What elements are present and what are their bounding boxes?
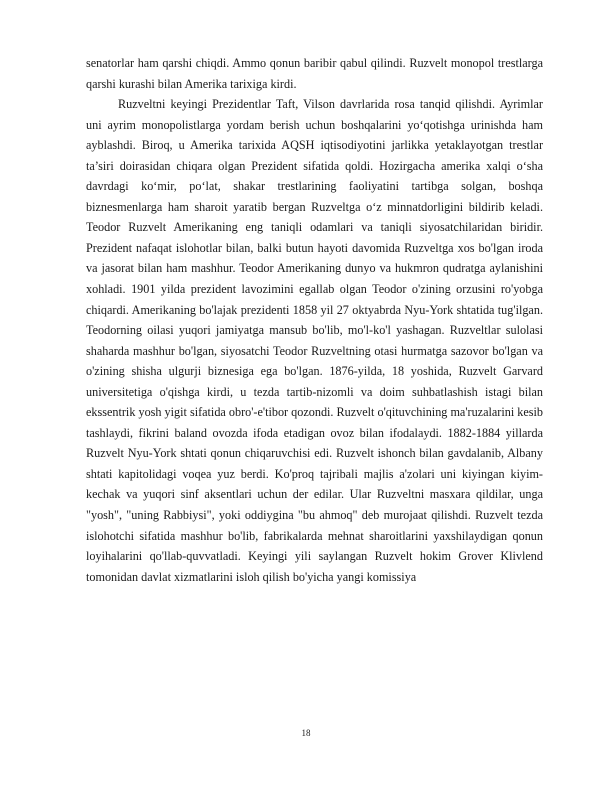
- page-number: 18: [301, 728, 311, 738]
- document-page: [86, 53, 543, 587]
- paragraph-continuation: senatorlar ham qarshi chiqdi. Ammo qonun baribir qabul qilindi. Ruzvelt monopol trestlarga qarshi kurashi bilan Amerika tarixiga kirdi.: [86, 56, 543, 91]
- paragraph-main: Ruzveltni keyingi Prezidentlar Taft, Vilson davrlarida rosa tanqid qilishdi. Ayrimlar uni ayrim monopolistlarga yordam berish uchun boshqalarini yo‘qotishga urinishda ham ayblashdi. Biroq, u Amerika tarixida AQSH iqtisodiyotini jarlikka yetaklayotgan trestlar ta’siri doirasidan chiqara olgan Prezident sifatida qoldi. Hozirgacha amerika xalqi o‘sha davrdagi ko‘mir, po‘lat, shakar trestlarining faoliyatini tartibga solgan, boshqa biznesmenlarga ham sharoit yaratib bergan Ruzveltga o‘z minnatdorligini bildirib keladi. Teodor Ruzvelt Amerikaning eng taniqli odamlari va taniqli siyosatchilaridan biridir. Prezident nafaqat islohotlar bilan, balki butun hayoti davomida Ruzveltga xos bo'lgan iroda va jasorat bilan ham mashhur. Teodor Amerikaning dunyo va hukmron qudratga aylanishini xohladi. 1901 yilda prezident lavozimini egallab olgan Teodor o'zining orzusini ro'yobga chiqardi. Amerikaning bo'lajak prezidenti 1858 yil 27 oktyabrda Nyu-York shtatida tug'ilgan. Teodorning oilasi yuqori jamiyatga mansub bo'lib, mo'l-ko'l yashagan. Ruzveltlar sulolasi shaharda mashhur bo'lgan, siyosatchi Teodor Ruzveltning otasi hurmatga sazovor bo'lgan va o'zining shisha ulgurji biznesiga ega bo'lgan. 1876-yilda, 18 yoshida, Ruzvelt Garvard universitetiga o'qishga kirdi, u tezda tartib-nizomli va doim suhbatlashish istagi bilan ekssentrik yosh yigit sifatida obro'-e'tibor qozondi. Ruzvelt o'qituvchining ma'ruzalarini kesib tashlaydi, fikrini baland ovozda ifoda etadigan ovoz bilan ifodalaydi. 1882-1884 yillarda Ruzvelt Nyu-York shtati qonun chiqaruvchisi edi. Ruzvelt ishonch bilan gavdalanib, Albany shtati kapitolidagi voqea yuz berdi. Ko'proq tajribali majlis a'zolari uni kiyingan kiyim-kechak va yuqori sinf aksentlari uchun der edilar. Ular Ruzveltni masxara qildilar, unga "yosh", "uning Rabbiysi", yoki oddiygina "bu ahmoq" deb murojaat qilishdi. Ruzvelt tezda islohotchi sifatida mashhur bo'lib, fabrikalarda mehnat sharoitlarini yaxshilaydigan qonun loyihalarini qo'llab-quvvatladi. Keyingi yili saylangan Ruzvelt hokim Grover Klivlend tomonidan davlat xizmatlarini isloh qilish bo'yicha yangi komissiya: [86, 97, 543, 584]
